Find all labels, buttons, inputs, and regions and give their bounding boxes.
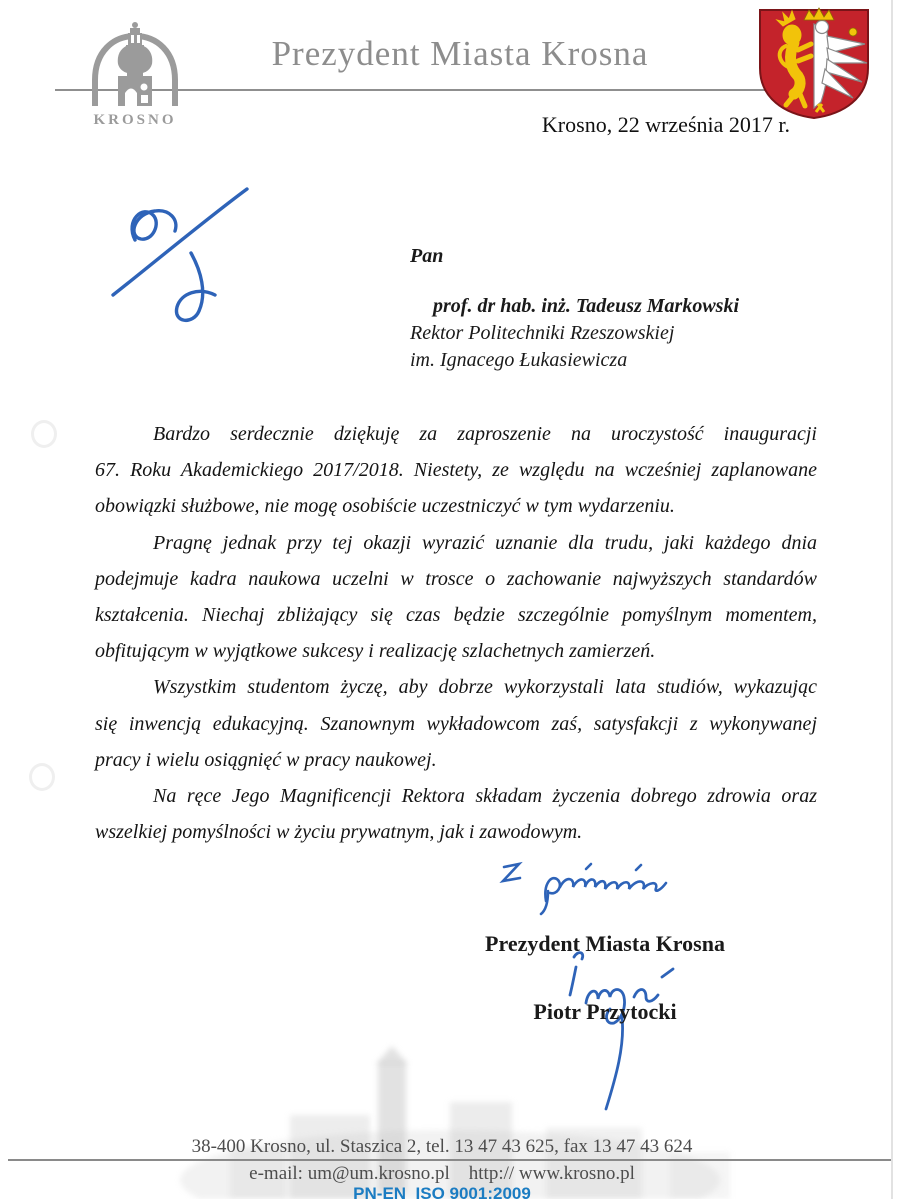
paragraph	[95, 525, 817, 670]
paragraph	[95, 416, 817, 525]
handwritten-paraph-initials	[95, 175, 265, 335]
paragraph-line: Na ręce Jego Magnificencji Rektora składam życzenia dobrego zdrowia oraz	[153, 784, 817, 807]
paragraph-line: się inwencją edukacyjną. Szanownym wykładowcom zaś, satysfakcji z wykonywanej	[95, 712, 817, 735]
paragraph	[95, 778, 817, 850]
addressee-name: prof. dr hab. inż. Tadeusz Markowski	[433, 295, 740, 317]
punch-hole-mark	[31, 420, 57, 448]
addressee-salutation: Pan	[410, 245, 444, 267]
signer-name: Piotr Przytocki	[533, 999, 677, 1024]
paragraph-line: Bardzo serdecznie dziękuję za zaproszenie na uroczystość inauguracji	[153, 423, 817, 445]
footer-email-line: e-mail: um@um.krosno.pl http:// www.krosno.pl	[249, 1163, 635, 1184]
paragraph	[95, 669, 817, 778]
footer-address: 38-400 Krosno, ul. Staszica 2, tel. 13 47 43 625, fax 13 47 43 624	[191, 1136, 693, 1157]
footer-divider	[8, 1159, 892, 1161]
addressee-line2: Rektor Politechniki Rzeszowskiej	[410, 322, 675, 344]
paragraph-line: obowiązki służbowe, nie mogę osobiście uczestniczyć w tym wydarzeniu.	[95, 495, 675, 518]
paragraph-line: Wszystkim studentom życzę, aby dobrze wykorzystali lata studiów, wykazując	[153, 676, 817, 699]
handwritten-closing-text	[0, 0, 1, 1]
paragraph-line: Pragnę jednak przy tej okazji wyrazić uznanie dla trudu, jaki każdego dnia	[153, 531, 817, 554]
letter-body	[95, 416, 817, 850]
letterhead-title: Prezydent Miasta Krosna	[271, 34, 649, 73]
paragraph-line: 67. Roku Akademickiego 2017/2018. Niestety, ze względu na wcześniej zaplanowane	[95, 459, 817, 482]
paragraph-line: kształcenia. Niechaj zbliżający się czas będzie szczególnie pomyślnym momentem,	[95, 603, 817, 626]
signer-title: Prezydent Miasta Krosna	[485, 931, 725, 956]
handwritten-closing	[488, 845, 688, 917]
punch-hole-mark	[29, 763, 55, 791]
krosno-coat-of-arms-icon	[752, 6, 876, 122]
footer-iso-badge: PN-EN ISO 9001:2009	[353, 1184, 531, 1199]
paragraph-line: podejmuje kadra naukowa uczelni w trosce o zachowanie najwyższych standardów	[95, 567, 817, 590]
addressee-block	[410, 243, 739, 374]
date-line: Krosno, 22 września 2017 r.	[541, 112, 790, 137]
paragraph-line: pracy i wielu osiągnięć w pracy naukowej.	[95, 748, 437, 771]
logo-caption: KROSNO	[93, 112, 177, 128]
scan-artifact-line	[891, 0, 893, 1199]
addressee-line3: im. Ignacego Łukasiewicza	[410, 349, 628, 371]
paragraph-line: obfitującym w wyjątkowe sukcesy i realizację szlachetnych zamierzeń.	[95, 640, 656, 663]
paragraph-line: wszelkiej pomyślności w życiu prywatnym, jak i zawodowym.	[95, 821, 583, 844]
